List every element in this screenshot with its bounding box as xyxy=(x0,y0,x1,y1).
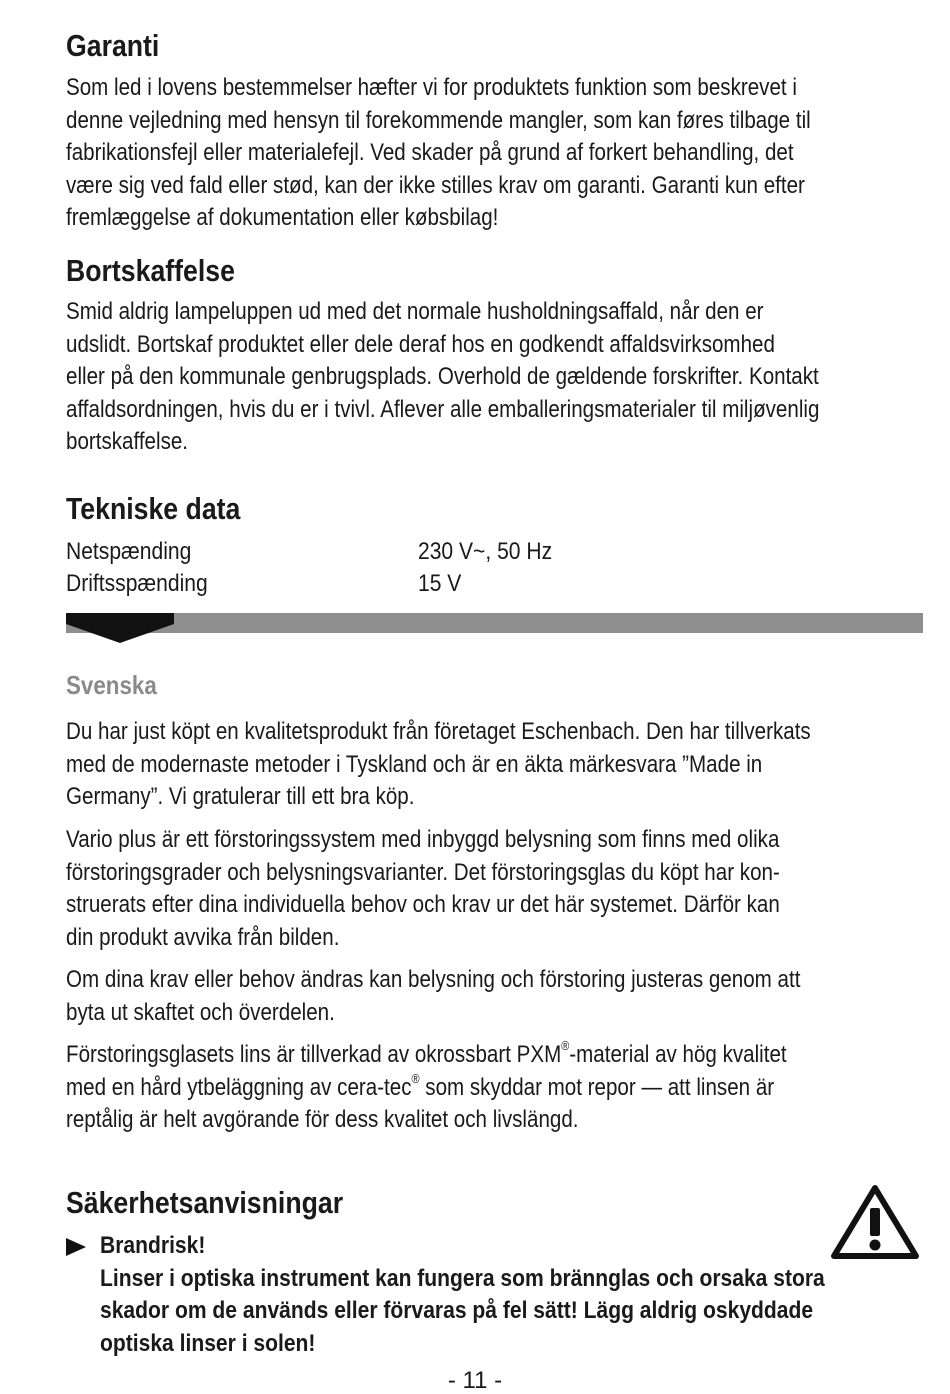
bortskaffelse-heading: Bortskaffelse xyxy=(66,253,235,288)
spec-label: Netspænding xyxy=(66,538,192,565)
tekniske-data-heading: Tekniske data xyxy=(66,491,241,526)
spec-label: Driftsspænding xyxy=(66,570,208,597)
spec-row xyxy=(66,568,950,600)
spec-value: 15 V xyxy=(418,570,462,597)
adjust-paragraph: Om dina krav eller behov ändras kan belysning och förstoring justeras genom att byta ut skaftet och överdelen. xyxy=(66,966,801,1026)
garanti-heading: Garanti xyxy=(66,28,160,63)
spec-row xyxy=(66,536,950,568)
lens-paragraph: Förstoringsglasets lins är tillverkad av okrossbart PXM®-material av hög kvalitet med en hård ytbeläggning av cera-tec® som skyddar mot repor — att linsen är reptålig är helt avgörande för dess kvalitet och livslängd. xyxy=(66,1038,787,1134)
bortskaffelse-text: Smid aldrig lampeluppen ud med det normale husholdningsaffald, når den er udslidt. Bortskaf produktet eller dele deraf hos en godkendt affaldsvirksomhed eller på den kommunale genbrugsplads. Overhold de gældende forskrifter. Kontakt affaldsordningen, hvis du er i tvivl. Aflever alle emballeringsmaterialer til miljøvenlig bortskaffelse. xyxy=(66,298,820,456)
divider-marker xyxy=(66,613,174,624)
section-divider xyxy=(66,613,923,633)
safety-heading: Säkerhetsanvisningar xyxy=(66,1185,344,1220)
language-label: Svenska xyxy=(66,670,157,700)
intro-paragraph: Du har just köpt en kvalitetsprodukt från företaget Eschenbach. Den har tillverkats med de modernaste metoder i Tyskland och är en äkta märkesvara ”Made in Germany”. Vi gratulerar till ett bra köp. xyxy=(66,718,811,811)
product-paragraph: Vario plus är ett förstoringssystem med inbyggd belysning som finns med olika förstoringsgrader och belysningsvarianter. Det förstoringsglas du köpt har kon- struerats efter dina individuella behov och krav ur det här systemet. Därför kan din produkt avvika från bilden. xyxy=(66,826,780,951)
divider-arrow-icon xyxy=(66,624,174,643)
garanti-text: Som led i lovens bestemmelser hæfter vi for produktets funktion som beskrevet i denne vejledning med hensyn til forekommende mangler, som kan føres tilbage til fabrikationsfejl eller materialefejl. Ved skader på grund af forkert behandling, det være sig ved fald eller stød, kan der ikke stilles krav om garanti. Garanti kun efter fremlæggelse af dokumentation eller købsbilag! xyxy=(66,74,811,232)
warning-triangle-icon xyxy=(830,1184,920,1260)
bullet-arrow-icon xyxy=(66,1238,86,1256)
page-number: - 11 - xyxy=(447,1367,503,1394)
spec-value: 230 V~, 50 Hz xyxy=(418,538,553,565)
safety-warning: Brandrisk! Linser i optiska instrument kan fungera som brännglas och orsaka stora skador om de används eller förvaras på fel sätt! Lägg aldrig oskyddade optiska linser i solen! xyxy=(66,1230,950,1360)
